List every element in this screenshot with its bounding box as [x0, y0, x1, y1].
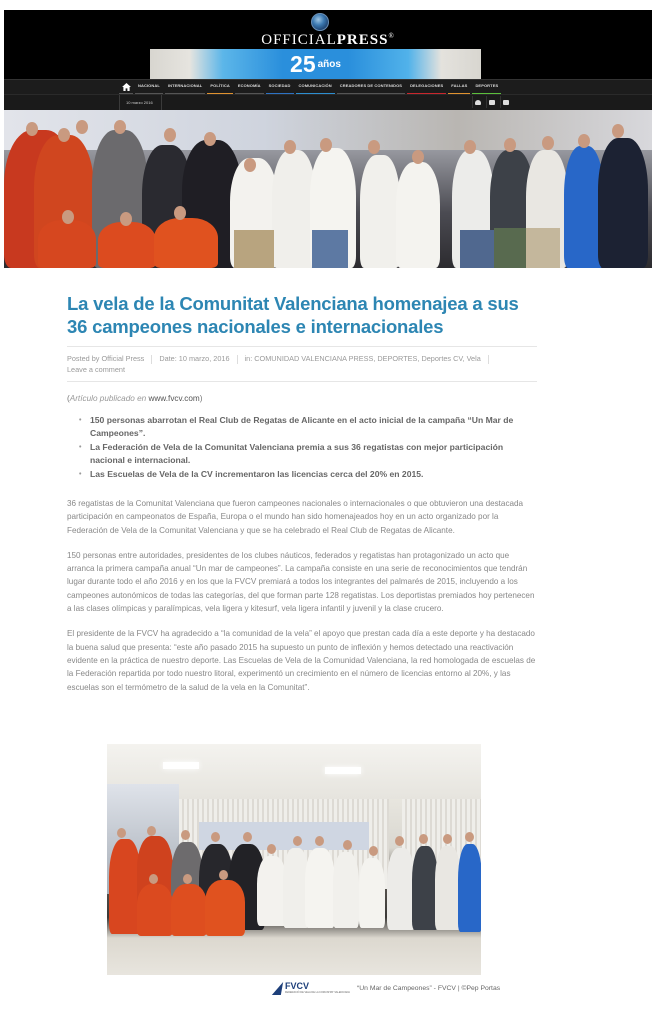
nav-item-nacional[interactable]: NACIONAL [135, 80, 163, 95]
sail-icon [272, 982, 283, 995]
main-nav [4, 79, 652, 94]
paragraph: 36 regatistas de la Comunitat Valenciana que fueron campeones nacionales o internacionales o que obtuvieron una destacada participación en campeonatos de España, Europa o el mundo han sido homenajeados hoy en un acto organizado por la Federación de Vela de la Comunitat Valenciana y que se ha celebrado el Real Club de Regatas de Alicante. [67, 499, 524, 535]
paragraph: El presidente de la FVCV ha agradecido a “la comunidad de la vela” el apoyo que prestan cada día a este deporte y ha destacado la buena salud que presenta: “este año pasado 2015 ha supuesto un punto de inflexión y hemos detectado una reactivación evidente en la práctica de nuestro deporte. Las Escuelas de Vela de la Comunidad Valenciana, la red homologada de escuelas de la Federación repartida por todo nuestro litoral, experimentó un crecimiento en el número de licencias entorno al 20%, y las escuelas son el termómetro de la salud de la vela en la Comunitat”. [67, 629, 536, 692]
banner-word: años [317, 58, 341, 70]
nav-item-internacional[interactable]: INTERNACIONAL [165, 80, 205, 95]
source-link[interactable]: www.fvcv.com [148, 394, 200, 403]
paragraph: 150 personas entre autoridades, presidentes de los clubes náuticos, federados y regatistas han protagonizado un acto que arranca la primera campaña anual “Un mar de campeones”. La campaña consiste en una serie de reconocimientos que tendrán lugar durante todo el año 2016 y en los que la FVCV premiará a todos los integrantes del palmarés de 2015, incluyendo a los campeones autonómicos de todas las categorías, del que forman parte 128 regatistas. Los deportistas premiados hoy pertenecen a las clases olímpicas y paralímpicas, vela ligera y kitesurf, vela ligera infantil y juvenil y la clase crucero. [67, 550, 535, 614]
highlight-item: • 150 personas abarrotan el Real Club de Regatas de Alicante en el acto inicial de la campaña “Un Mar de Campeones”. [79, 414, 537, 440]
newspaper-icon[interactable] [500, 96, 510, 108]
photo-caption [273, 979, 500, 997]
sub-nav [4, 94, 652, 110]
hero-photo [4, 110, 652, 268]
nav-item-comunicacion[interactable]: COMUNICACIÓN [296, 80, 335, 95]
globe-icon [311, 13, 329, 31]
divider [67, 346, 537, 347]
nav-item-deportes[interactable]: DEPORTES [472, 80, 501, 95]
categories[interactable]: COMUNIDAD VALENCIANA PRESS, DEPORTES, Deportes CV, Vela [254, 354, 481, 363]
caption-text: “Un Mar de Campeones” - FVCV | ©Pep Portas [356, 984, 501, 992]
site-header [4, 10, 652, 110]
anniversary-banner[interactable] [150, 49, 481, 79]
article-title[interactable]: La vela de la Comunitat Valenciana homenajea a sus 36 campeones nacionales e internacionales [67, 293, 519, 337]
article-meta: Posted by Official Press Date: 10 marzo, 2016 in: COMUNIDAD VALENCIANA PRESS, DEPORTES, Deportes CV, Vela Leave a comment [67, 353, 537, 375]
nav-item-delegaciones[interactable]: DELEGACIONES [407, 80, 446, 95]
site-logo[interactable] [4, 12, 652, 50]
leave-comment-link[interactable]: Leave a comment [67, 365, 126, 374]
post-date: Date: 10 marzo, 2016 [159, 354, 230, 363]
banner-number: 25 [290, 51, 316, 77]
fvcv-logo: FVCV FEDERACIÓ DE VELA DE LA COMUNITAT VALENCIANA [273, 982, 350, 995]
source-note: (Artículo publicado en www.fvcv.com) [67, 394, 203, 403]
logo-text: OFFICIALPRESS® [261, 32, 395, 48]
nav-item-sociedad[interactable]: SOCIEDAD [266, 80, 294, 95]
nav-item-fallas[interactable]: FALLAS [448, 80, 470, 95]
current-date: 10 marzo 2016 [119, 95, 162, 111]
nav-item-creadores[interactable]: CREADORES DE CONTENIDOS [337, 80, 405, 95]
weather-icon[interactable] [472, 96, 482, 108]
nav-home[interactable] [119, 80, 133, 95]
article [67, 292, 537, 694]
article-photo [107, 744, 481, 975]
gallery-icon[interactable] [486, 96, 496, 108]
highlights-list [79, 414, 537, 481]
highlight-item: • La Federación de Vela de la Comunitat Valenciana premia a sus 36 regatistas con mejor participación nacional e internacional. [79, 441, 537, 467]
home-icon [122, 83, 131, 91]
author[interactable]: Posted by Official Press [67, 354, 145, 363]
divider [67, 381, 537, 382]
highlight-item: • Las Escuelas de Vela de la CV incrementaron las licencias cerca del 20% en 2015. [79, 468, 537, 481]
nav-item-economia[interactable]: ECONOMÍA [235, 80, 264, 95]
nav-item-politica[interactable]: POLÍTICA [207, 80, 232, 95]
